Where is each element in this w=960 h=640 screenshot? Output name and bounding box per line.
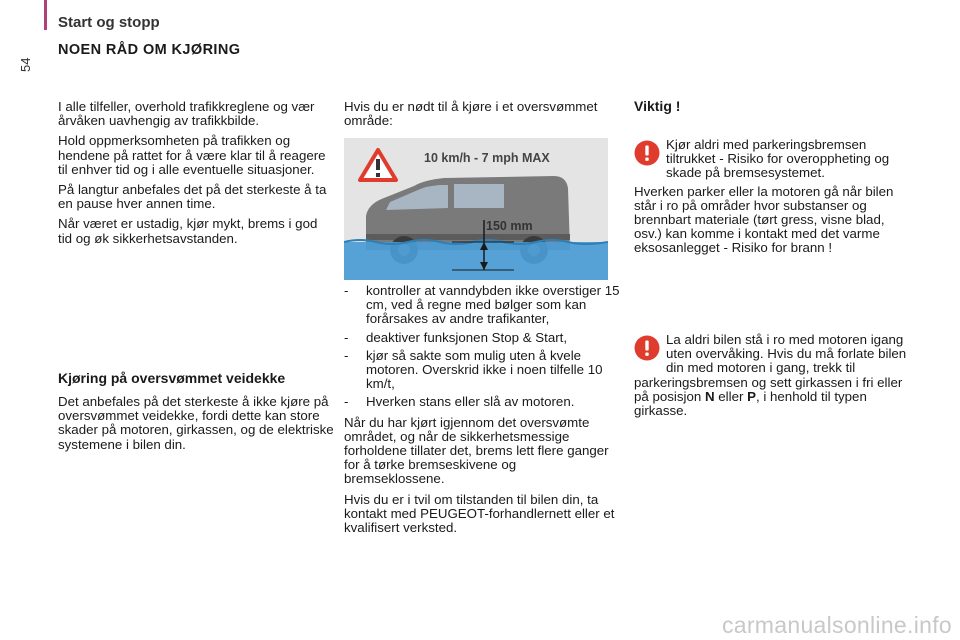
advice-paragraph: Når været er ustadig, kjør mykt, brems i god tid og øk sikkerhetsavstanden. <box>58 216 318 246</box>
list-item <box>344 349 620 392</box>
advice-paragraph: På langtur anbefales det på det sterkeste å ta en pause hver annen time. <box>58 182 327 212</box>
warning-text <box>634 333 914 418</box>
speed-limit-label: 10 km/h - 7 mph MAX <box>424 151 550 165</box>
warning-icon <box>634 335 660 361</box>
engine-running-warning <box>634 333 914 418</box>
list-dash: - <box>344 329 349 345</box>
flood-paragraph: Det anbefales på det sterkeste å ikke kjøre på oversvømmet veidekke, fordi dette kan store skader på motoren, girkassen, og de elektriske systemene i bilen din. <box>58 394 334 452</box>
list-item <box>344 331 620 345</box>
section-title: Start og stopp <box>58 14 160 31</box>
flood-heading: Kjøring på oversvømmet veidekke <box>58 370 286 386</box>
page-number: 54 <box>18 57 33 72</box>
flood-instructions-intro <box>344 100 616 134</box>
van-in-water-graphic <box>344 138 608 280</box>
list-dash: - <box>344 347 349 363</box>
advice-paragraph: Hold oppmerksomheten på trafikken og hendene på rattet for å være klar til å reagere til enhver tid og i alle eventuelle situasjoner. <box>58 133 326 177</box>
advice-paragraph: I alle tilfeller, overhold trafikkreglene og vær årvåken uavhengig av trafikkbilde. <box>58 99 315 129</box>
water-surface <box>344 242 608 280</box>
intro-paragraph: Hvis du er nødt til å kjøre i et oversvømmet område: <box>344 99 598 129</box>
depth-label: 150 mm <box>486 219 533 233</box>
list-item-text: kontroller at vanndybden ikke overstiger 15 cm, ved å regne med bølger som kan forårsakes av andre trafikanter, <box>366 283 620 327</box>
after-flood-paragraph: Når du har kjørt igjennom det oversvømte området, og når de sikkerhetsmessige forholdene tillater det, brems lett flere ganger for å tørke bremseskivene og bremseklossene. <box>344 414 609 487</box>
dealer-contact-paragraph: Hvis du er i tvil om tilstanden til bilen din, ta kontakt med PEUGEOT-forhandlernett eller et kvalifisert verksted. <box>344 491 615 536</box>
warning-text-part: eller <box>714 388 748 404</box>
main-heading: NOEN RÅD OM KJØRING <box>58 42 241 58</box>
important-title: Viktig ! <box>634 98 681 114</box>
list-item <box>344 284 620 327</box>
warning-icon <box>634 140 660 166</box>
warning-text-part: , i henhold til typen girkasse. <box>634 388 867 419</box>
flooded-road-illustration <box>344 138 608 280</box>
parking-brake-warning <box>634 138 914 256</box>
gear-neutral-label: N <box>704 388 715 404</box>
driving-advice-column <box>58 100 334 252</box>
warning-text: Kjør aldri med parkeringsbremsen tiltrukket - Risiko for overoppheting og skade på bremsesystemet. <box>666 137 890 181</box>
list-item-text: Hverken stans eller slå av motoren. <box>366 394 575 410</box>
list-item-text: deaktiver funksjonen Stop & Start, <box>366 329 568 345</box>
warning-text-part: La aldri bilen stå i ro med motoren igang uten overvåking. Hvis du må forlate bilen din med motoren i gang, trekk til parkeringsbremsen og sett girkassen i fri eller på posisjon <box>634 332 907 404</box>
list-item <box>344 395 620 409</box>
gear-park-label: P <box>747 388 756 404</box>
list-item-text: kjør så sakte som mulig uten å kvele motoren. Overskrid ikke i noen tilfelle 10 km/t, <box>366 347 603 392</box>
flood-instructions-list <box>344 284 620 541</box>
list-dash: - <box>344 283 349 298</box>
flood-text-block <box>58 395 334 458</box>
footer-watermark: carmanualsonline.info <box>721 612 952 638</box>
list-dash: - <box>344 394 349 410</box>
fire-risk-text: Hverken parker eller la motoren gå når bilen står i ro på områder hvor substanser og brennbart materiale (tørt gress, visne blad, osv.) kan komme i kontakt med det varme eksosanlegget - Risiko for brann ! <box>634 183 894 256</box>
section-color-bar <box>44 0 47 30</box>
